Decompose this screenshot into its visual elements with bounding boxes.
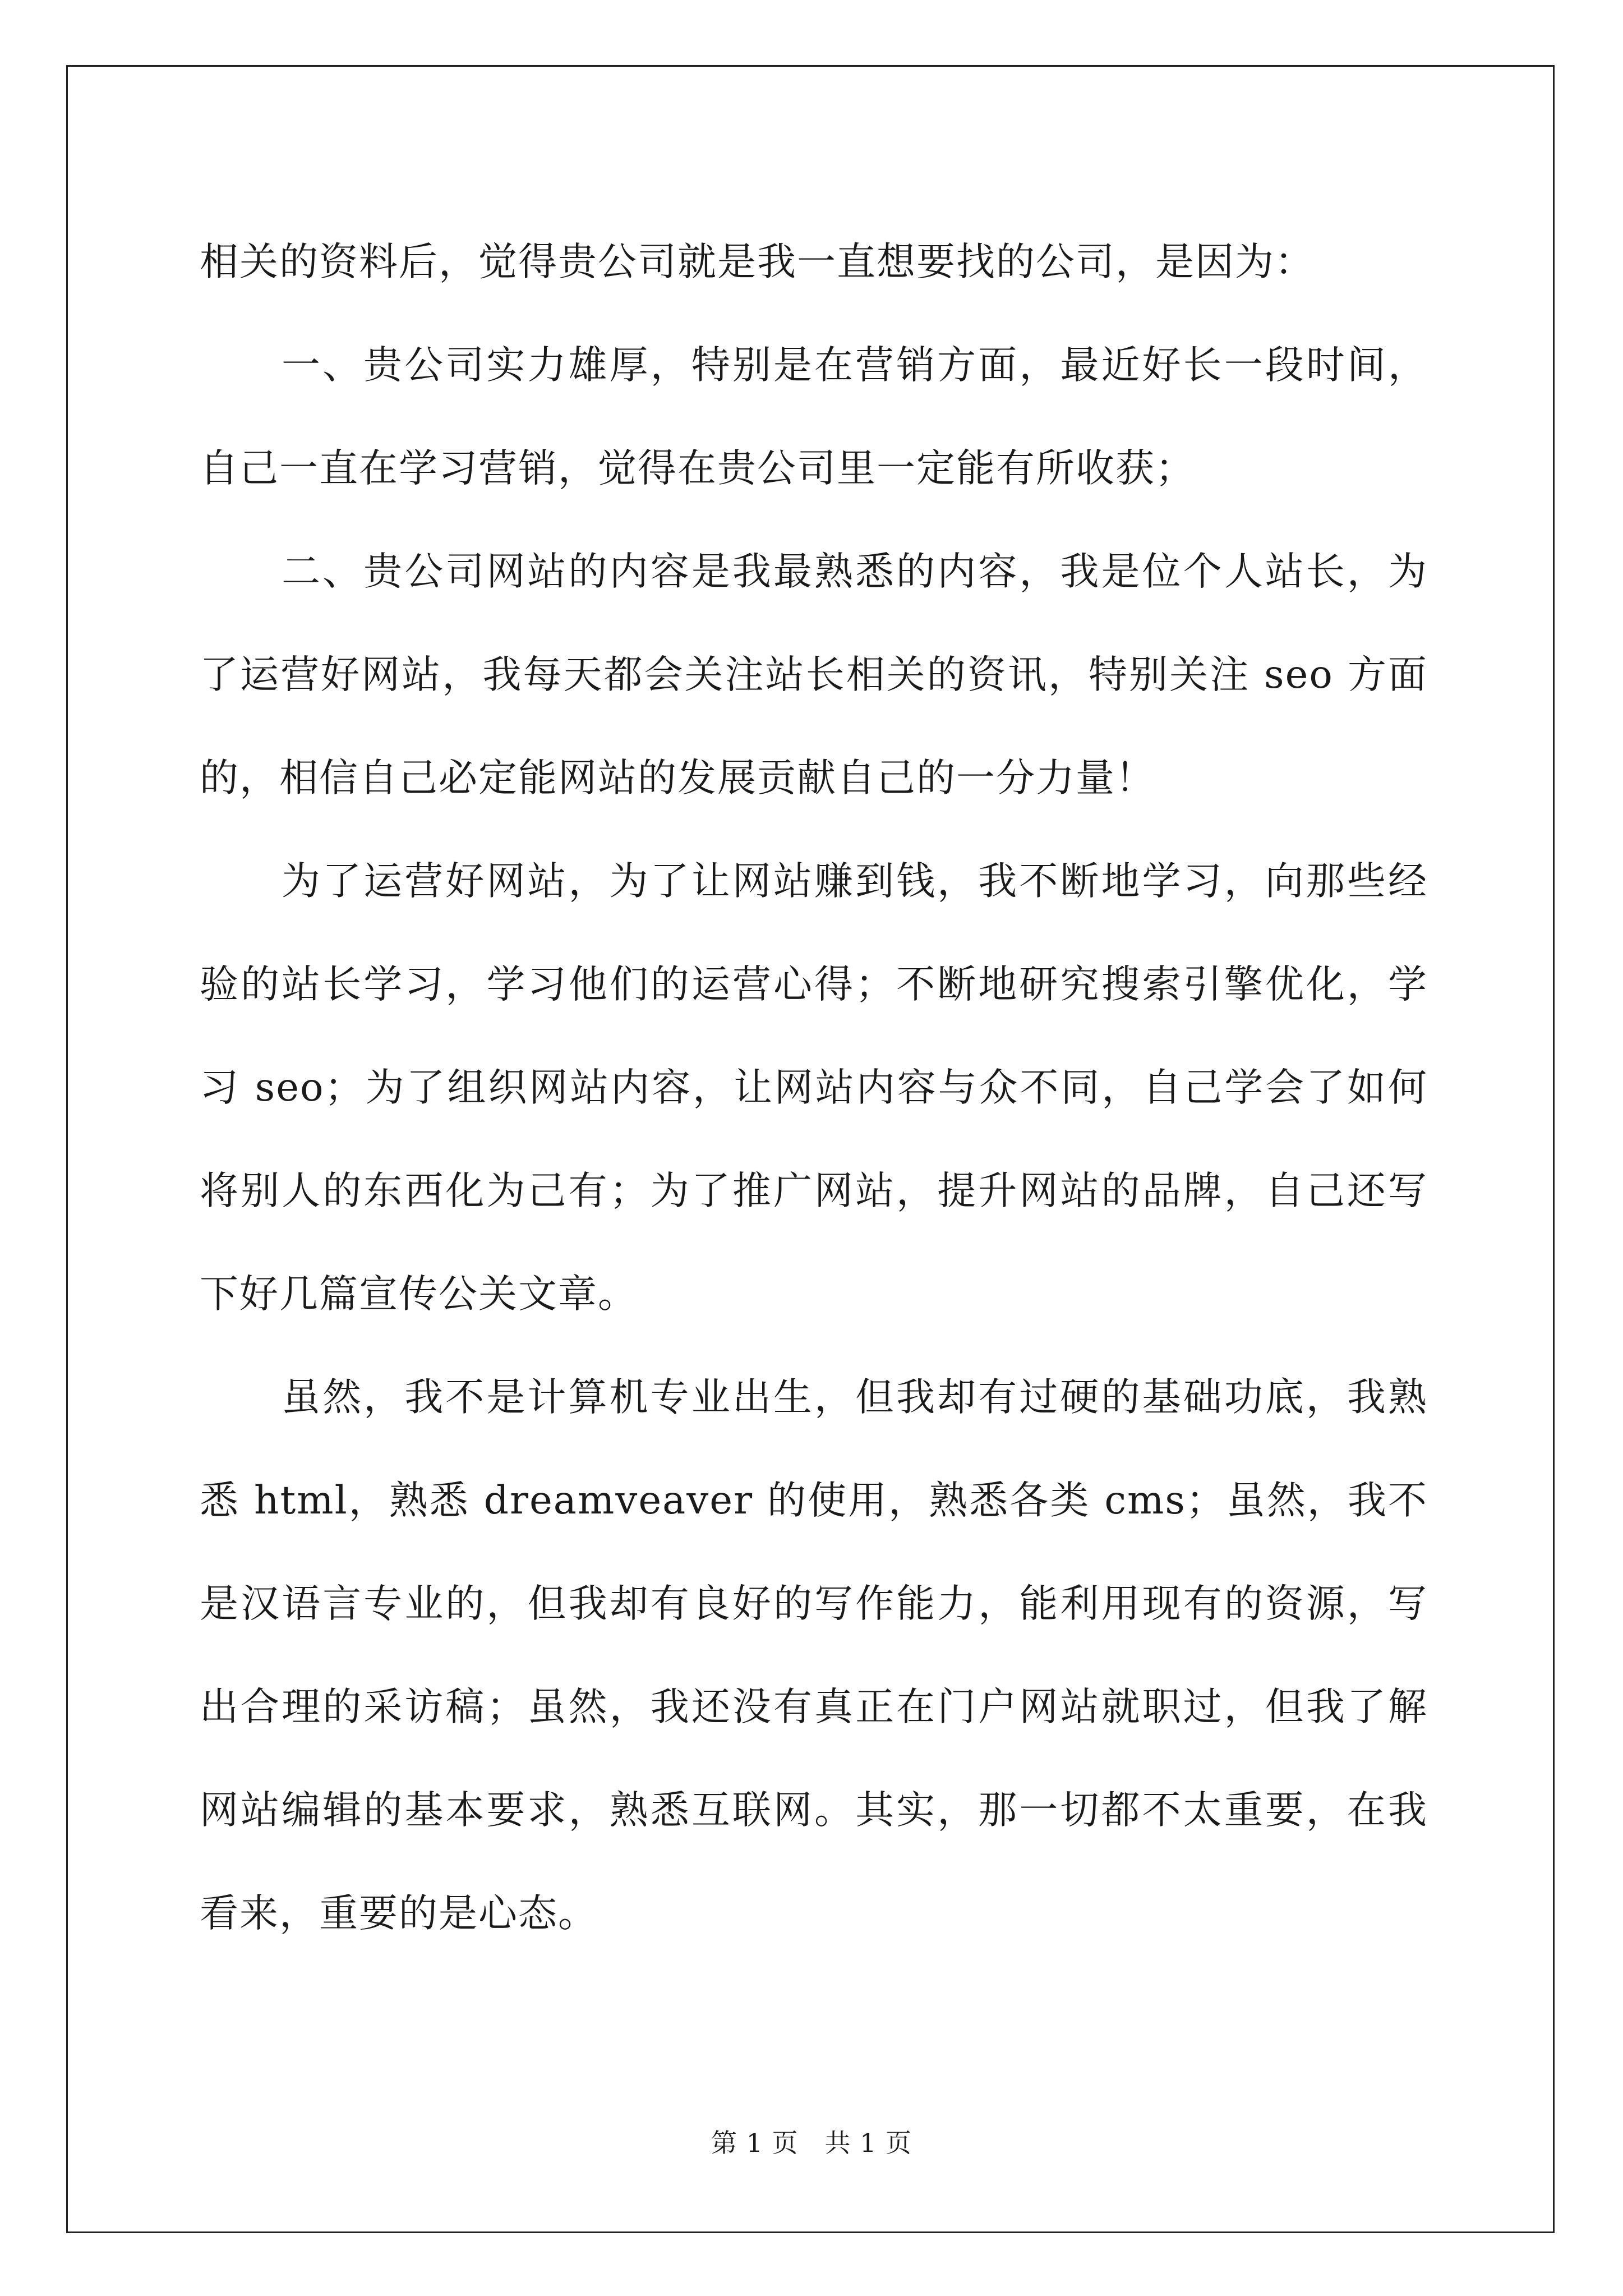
document-body <box>200 210 1428 1965</box>
paragraph-skills: 虽然，我不是计算机专业出生，但我却有过硬的基础功底，我熟悉 html，熟悉 dreamveaver 的使用，熟悉各类 cms；虽然，我不是汉语言专业的，但我却有良好的写作能力，能利用现有的资源，写出合理的采访稿；虽然，我还没有真正在门户网站就职过，但我了解网站编辑的基本要求，熟悉互联网。其实，那一切都不太重要，在我看来，重要的是心态。 <box>200 1375 1428 1936</box>
page-number-footer: 第 1 页 共 1 页 <box>711 2128 912 2158</box>
paragraph-point-two: 二、贵公司网站的内容是我最熟悉的内容，我是位个人站长，为了运营好网站，我每天都会关注站长相关的资讯，特别关注 seo 方面的，相信自己必定能网站的发展贡献自己的一分力量！ <box>200 549 1428 800</box>
paragraph-point-one: 一、贵公司实力雄厚，特别是在营销方面，最近好长一段时间，自己一直在学习营销，觉得在贵公司里一定能有所收获； <box>200 343 1428 491</box>
paragraph-intro: 相关的资料后，觉得贵公司就是我一直想要找的公司，是因为： <box>200 240 1315 284</box>
paragraph-learning: 为了运营好网站，为了让网站赚到钱，我不断地学习，向那些经验的站长学习，学习他们的运营心得；不断地研究搜索引擎优化，学习 seo；为了组织网站内容，让网站内容与众不同，自己学会了如何将别人的东西化为己有；为了推广网站，提升网站的品牌，自己还写下好几篇宣传公关文章。 <box>200 859 1428 1317</box>
